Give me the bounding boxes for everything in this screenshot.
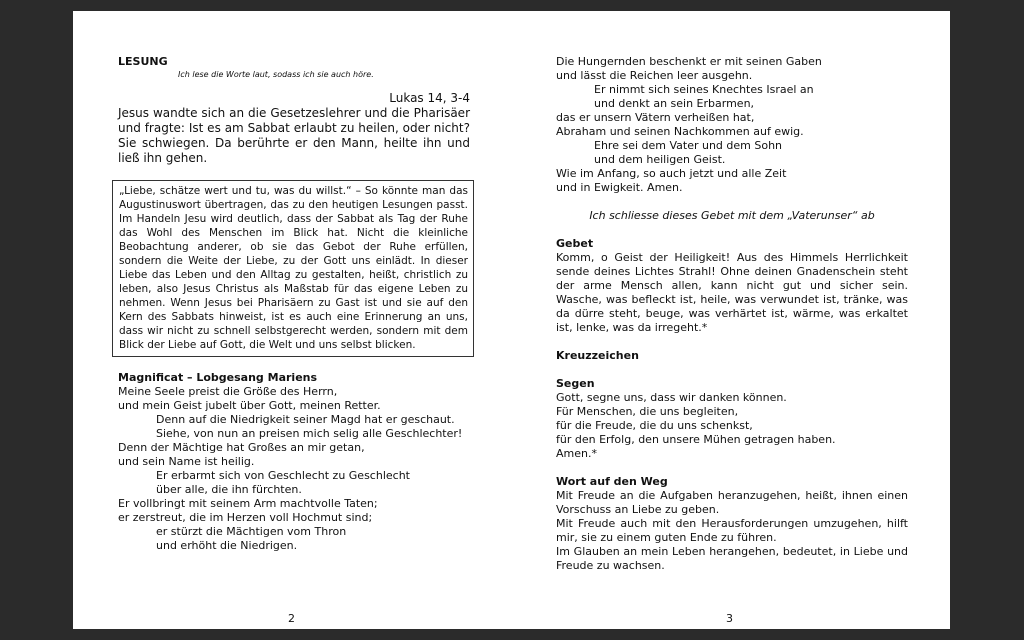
magnificat-line: Meine Seele preist die Größe des Herrn, [118, 385, 338, 398]
segen-lines [556, 391, 908, 461]
magnificat-line: das er unsern Vätern verheißen hat, [556, 111, 755, 124]
vaterunser-note: Ich schliesse dieses Gebet mit dem „Vaterunser“ ab [589, 209, 875, 222]
magnificat-line: Siehe, von nun an preisen mich selig alle Geschlechter! [156, 427, 463, 440]
magnificat-lines [118, 385, 470, 553]
magnificat-line: er stürzt die Mächtigen vom Thron [156, 525, 347, 538]
magnificat-line: und in Ewigkeit. Amen. [556, 181, 683, 194]
segen-line: Amen.* [556, 447, 597, 460]
segen-line: für die Freude, die du uns schenkst, [556, 419, 753, 432]
magnificat-line: Die Hungernden beschenkt er mit seinen Gaben [556, 55, 822, 68]
page-number-left: 2 [288, 612, 295, 625]
magnificat-line: und sein Name ist heilig. [118, 455, 255, 468]
gebet-heading: Gebet [556, 237, 594, 250]
wort-line: Mit Freude an die Aufgaben heranzugehen, heißt, ihnen einen Vorschuss an Liebe zu geben. [556, 489, 908, 516]
magnificat-line: und erhöht die Niedrigen. [156, 539, 298, 552]
scripture-reference: Lukas 14, 3-4 [389, 91, 470, 105]
reading-text: Jesus wandte sich an die Gesetzeslehrer und die Pharisäer und fragte: Ist es am Sabbat erlaubt zu heilen, oder nicht? Sie schwiegen. Da berührte er den Mann, heilte ihn und ließ ihn gehen. [118, 106, 470, 165]
left-page-column [118, 55, 470, 553]
segen-line: Für Menschen, die uns begleiten, [556, 405, 739, 418]
magnificat-line: Er nimmt sich seines Knechtes Israel an [594, 83, 814, 96]
magnificat-line: Ehre sei dem Vater und dem Sohn [594, 139, 783, 152]
magnificat-heading: Magnificat – Lobgesang Mariens [118, 371, 318, 384]
magnificat-line: Denn auf die Niedrigkeit seiner Magd hat er geschaut. [156, 413, 455, 426]
magnificat-continuation [556, 55, 908, 195]
lesung-note: Ich lese die Worte laut, sodass ich sie auch höre. [178, 70, 374, 79]
segen-line: Gott, segne uns, dass wir danken können. [556, 391, 787, 404]
page-number-right: 3 [726, 612, 733, 625]
segen-heading: Segen [556, 377, 595, 390]
reflection-text: „Liebe, schätze wert und tu, was du willst.“ – So könnte man das Augustinuswort übertragen, das zu den heutigen Lesungen passt. Im Handeln Jesu wird deutlich, dass der Sabbat als Tag der Ruhe das Wohl des Menschen im Blick hat. Nicht die kleinliche Beobachtung anderer, ob sie das Gebot der Ruhe erfüllen, sondern die Weite der Liebe, zu der Gott uns einlädt. In dieser Liebe das Leben und den Alltag zu gestalten, heißt, christlich zu leben, also Jesus Christus als Maßstab für das eigene Leben zu nehmen. Wenn Jesus bei Pharisäern zu Gast ist und sie auf den Kern des Sabbats hinweist, ist es auch eine Erinnerung an uns, dass wir nicht zu schnell selbstgerecht werden, sondern mit dem Blick der Liebe auf Gott, die Welt und uns selbst blicken. [119, 185, 468, 351]
lesung-heading: LESUNG [118, 55, 168, 68]
reflection-box [112, 180, 474, 357]
magnificat-line: und denkt an sein Erbarmen, [594, 97, 755, 110]
magnificat-line: Er vollbringt mit seinem Arm machtvolle Taten; [118, 497, 378, 510]
magnificat-line: Wie im Anfang, so auch jetzt und alle Zeit [556, 167, 787, 180]
gebet-text: Komm, o Geist der Heiligkeit! Aus des Himmels Herrlichkeit sende deines Lichtes Strahl! Ohne deinen Gnadenschein steht der arme Mensch allen, kann nicht gut und sicher sein. Wasche, was befleckt ist, heile, was verwundet ist, tränke, was da dürre steht, beuge, was verhärtet ist, wärme, was erkaltet ist, lenke, was da irregeht.* [556, 251, 908, 334]
magnificat-line: Er erbarmt sich von Geschlecht zu Geschlecht [156, 469, 410, 482]
magnificat-line: und dem heiligen Geist. [594, 153, 726, 166]
segen-line: für den Erfolg, den unsere Mühen getragen haben. [556, 433, 836, 446]
magnificat-line: Denn der Mächtige hat Großes an mir getan, [118, 441, 365, 454]
right-page-column [556, 55, 908, 573]
magnificat-line: und lässt die Reichen leer ausgehn. [556, 69, 753, 82]
magnificat-line: über alle, die ihn fürchten. [156, 483, 302, 496]
magnificat-line: Abraham und seinen Nachkommen auf ewig. [556, 125, 804, 138]
magnificat-line: er zerstreut, die im Herzen voll Hochmut sind; [118, 511, 373, 524]
magnificat-line: und mein Geist jubelt über Gott, meinen Retter. [118, 399, 381, 412]
wort-line: Mit Freude auch mit den Herausforderungen umzugehen, hilft mir, sie zu einem guten Ende zu führen. [556, 517, 908, 544]
wort-heading: Wort auf den Weg [556, 475, 668, 488]
document-spread [73, 11, 950, 629]
kreuzzeichen-heading: Kreuzzeichen [556, 349, 639, 362]
wort-line: Im Glauben an mein Leben herangehen, bedeutet, in Liebe und Freude zu wachsen. [556, 545, 908, 572]
wort-lines [556, 489, 908, 573]
